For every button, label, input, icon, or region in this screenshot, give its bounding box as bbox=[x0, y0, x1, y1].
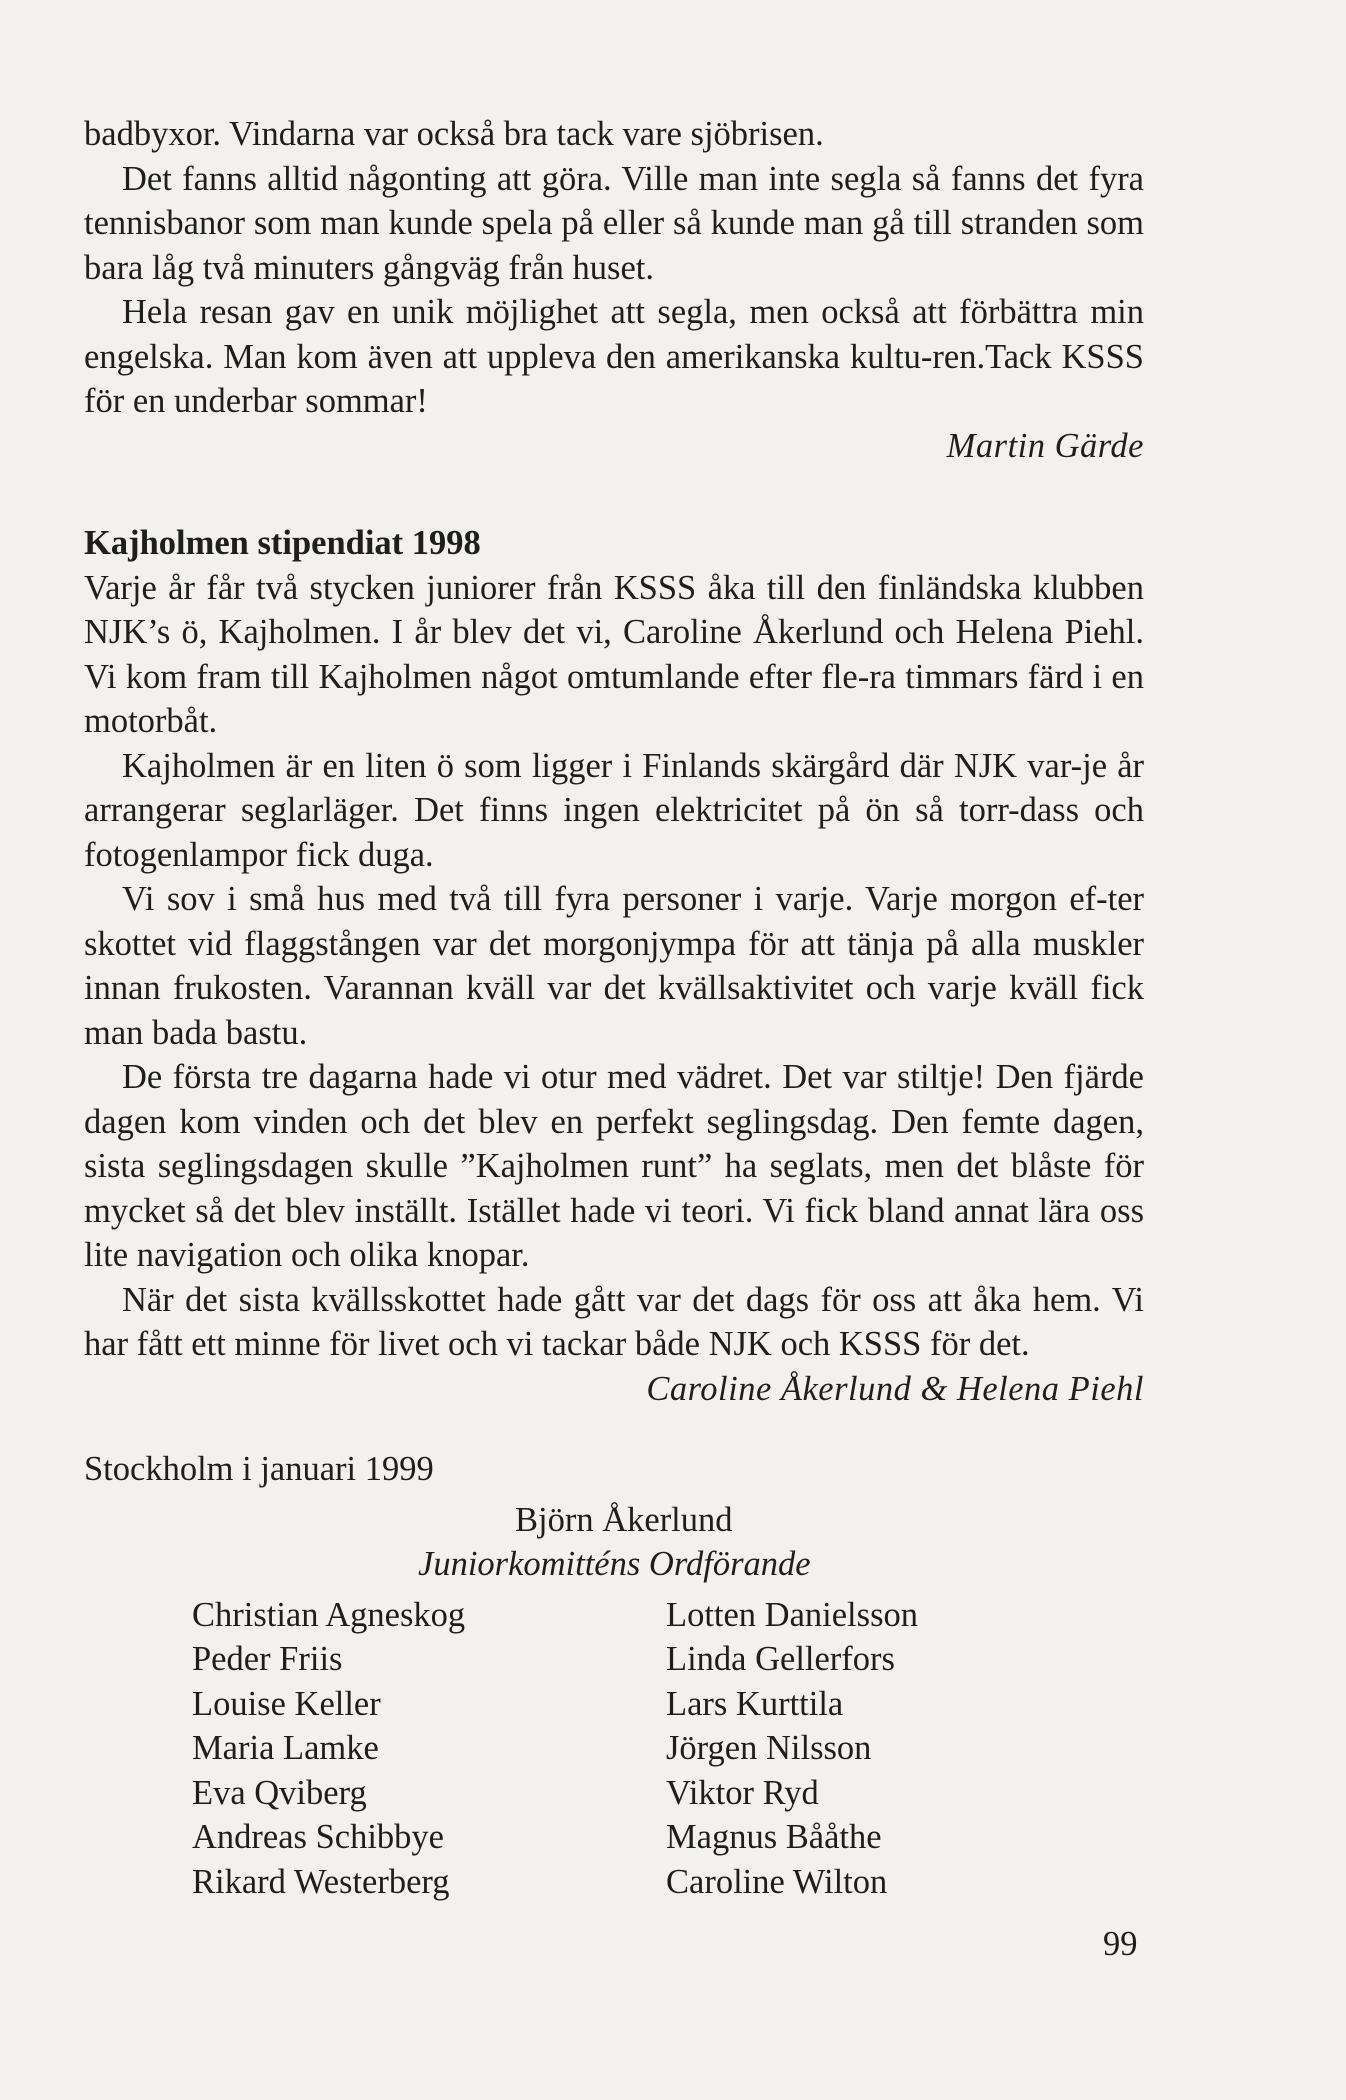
committee-members bbox=[84, 1593, 1144, 1905]
author-signature: Caroline Åkerlund & Helena Piehl bbox=[646, 1369, 1144, 1408]
paragraph: Varje år får två stycken juniorer från KSSS åka till den finländska klubben NJK’s ö, Kajholmen. I år blev det vi, Caroline Åkerlund och Helena Piehl. Vi kom fram till Kajholmen något omtumlande efter fle-ra timmars färd i en motorbåt. bbox=[84, 568, 1144, 740]
paragraph: Vi sov i små hus med två till fyra personer i varje. Varje morgon ef-ter skottet vid flaggstången var det morgonjympa för att tänja på alla muskler innan frukosten. Varannan kväll var det kvällsaktivitet och varje kväll fick man bada bastu. bbox=[84, 880, 1144, 1052]
member-name: Rikard Westerberg bbox=[192, 1862, 450, 1901]
member-name: Caroline Wilton bbox=[666, 1862, 888, 1901]
member-name: Maria Lamke bbox=[192, 1729, 379, 1767]
paragraph: Det fanns alltid någonting att göra. Ville man inte segla så fanns det fyra tennisbanor som man kunde spela på eller så kunde man gå till stranden som bara låg två minuters gångväg från huset. bbox=[84, 159, 1144, 287]
page-body bbox=[84, 112, 1144, 1905]
member-name: Andreas Schibbye bbox=[192, 1818, 444, 1856]
member-name: Peder Friis bbox=[192, 1640, 343, 1678]
member-name: Lotten Danielsson bbox=[666, 1595, 918, 1634]
paragraph: De första tre dagarna hade vi otur med vädret. Det var stiltje! Den fjärde dagen kom vinden och det blev en perfekt seglingsdag. Den femte dagen, sista seglingsdagen skulle ”Kajholmen runt” ha seglats, men det blåste för mycket så det blev inställt. Istället hade vi teori. Vi fick bland annat lära oss lite navigation och olika knopar. bbox=[84, 1058, 1144, 1274]
paragraph: När det sista kvällsskottet hade gått var det dags för oss att åka hem. Vi har fått ett minne för livet och vi tackar både NJK och KSSS för det. bbox=[84, 1280, 1144, 1363]
members-column-right bbox=[666, 1593, 918, 1905]
paragraph: badbyxor. Vindarna var också bra tack vare sjöbrisen. bbox=[84, 115, 824, 153]
member-name: Viktor Ryd bbox=[666, 1773, 819, 1812]
members-column-left bbox=[192, 1593, 465, 1905]
author-signature: Martin Gärde bbox=[946, 426, 1144, 465]
place-date: Stockholm i januari 1999 bbox=[84, 1450, 434, 1488]
member-name: Eva Qviberg bbox=[192, 1773, 367, 1812]
signer-role: Juniorkomitténs Ordförande bbox=[418, 1545, 811, 1583]
member-name: Jörgen Nilsson bbox=[666, 1729, 872, 1767]
member-name: Louise Keller bbox=[192, 1684, 381, 1723]
member-name: Linda Gellerfors bbox=[666, 1640, 895, 1678]
paragraph: Hela resan gav en unik möjlighet att segla, men också att förbättra min engelska. Man kom även att uppleva den amerikanska kultu-ren.Tack KSSS för en underbar sommar! bbox=[84, 293, 1144, 420]
member-name: Magnus Bååthe bbox=[666, 1818, 882, 1856]
member-name: Christian Agneskog bbox=[192, 1595, 466, 1634]
section-heading: Kajholmen stipendiat 1998 bbox=[84, 524, 481, 562]
member-name: Lars Kurttila bbox=[666, 1684, 844, 1723]
paragraph: Kajholmen är en liten ö som ligger i Finlands skärgård där NJK var-je år arrangerar seglarläger. Det finns ingen elektricitet på ön så torr-dass och fotogenlampor fick duga. bbox=[84, 746, 1144, 874]
signer-name: Björn Åkerlund bbox=[515, 1500, 733, 1539]
page-number: 99 bbox=[1103, 1925, 1138, 1963]
